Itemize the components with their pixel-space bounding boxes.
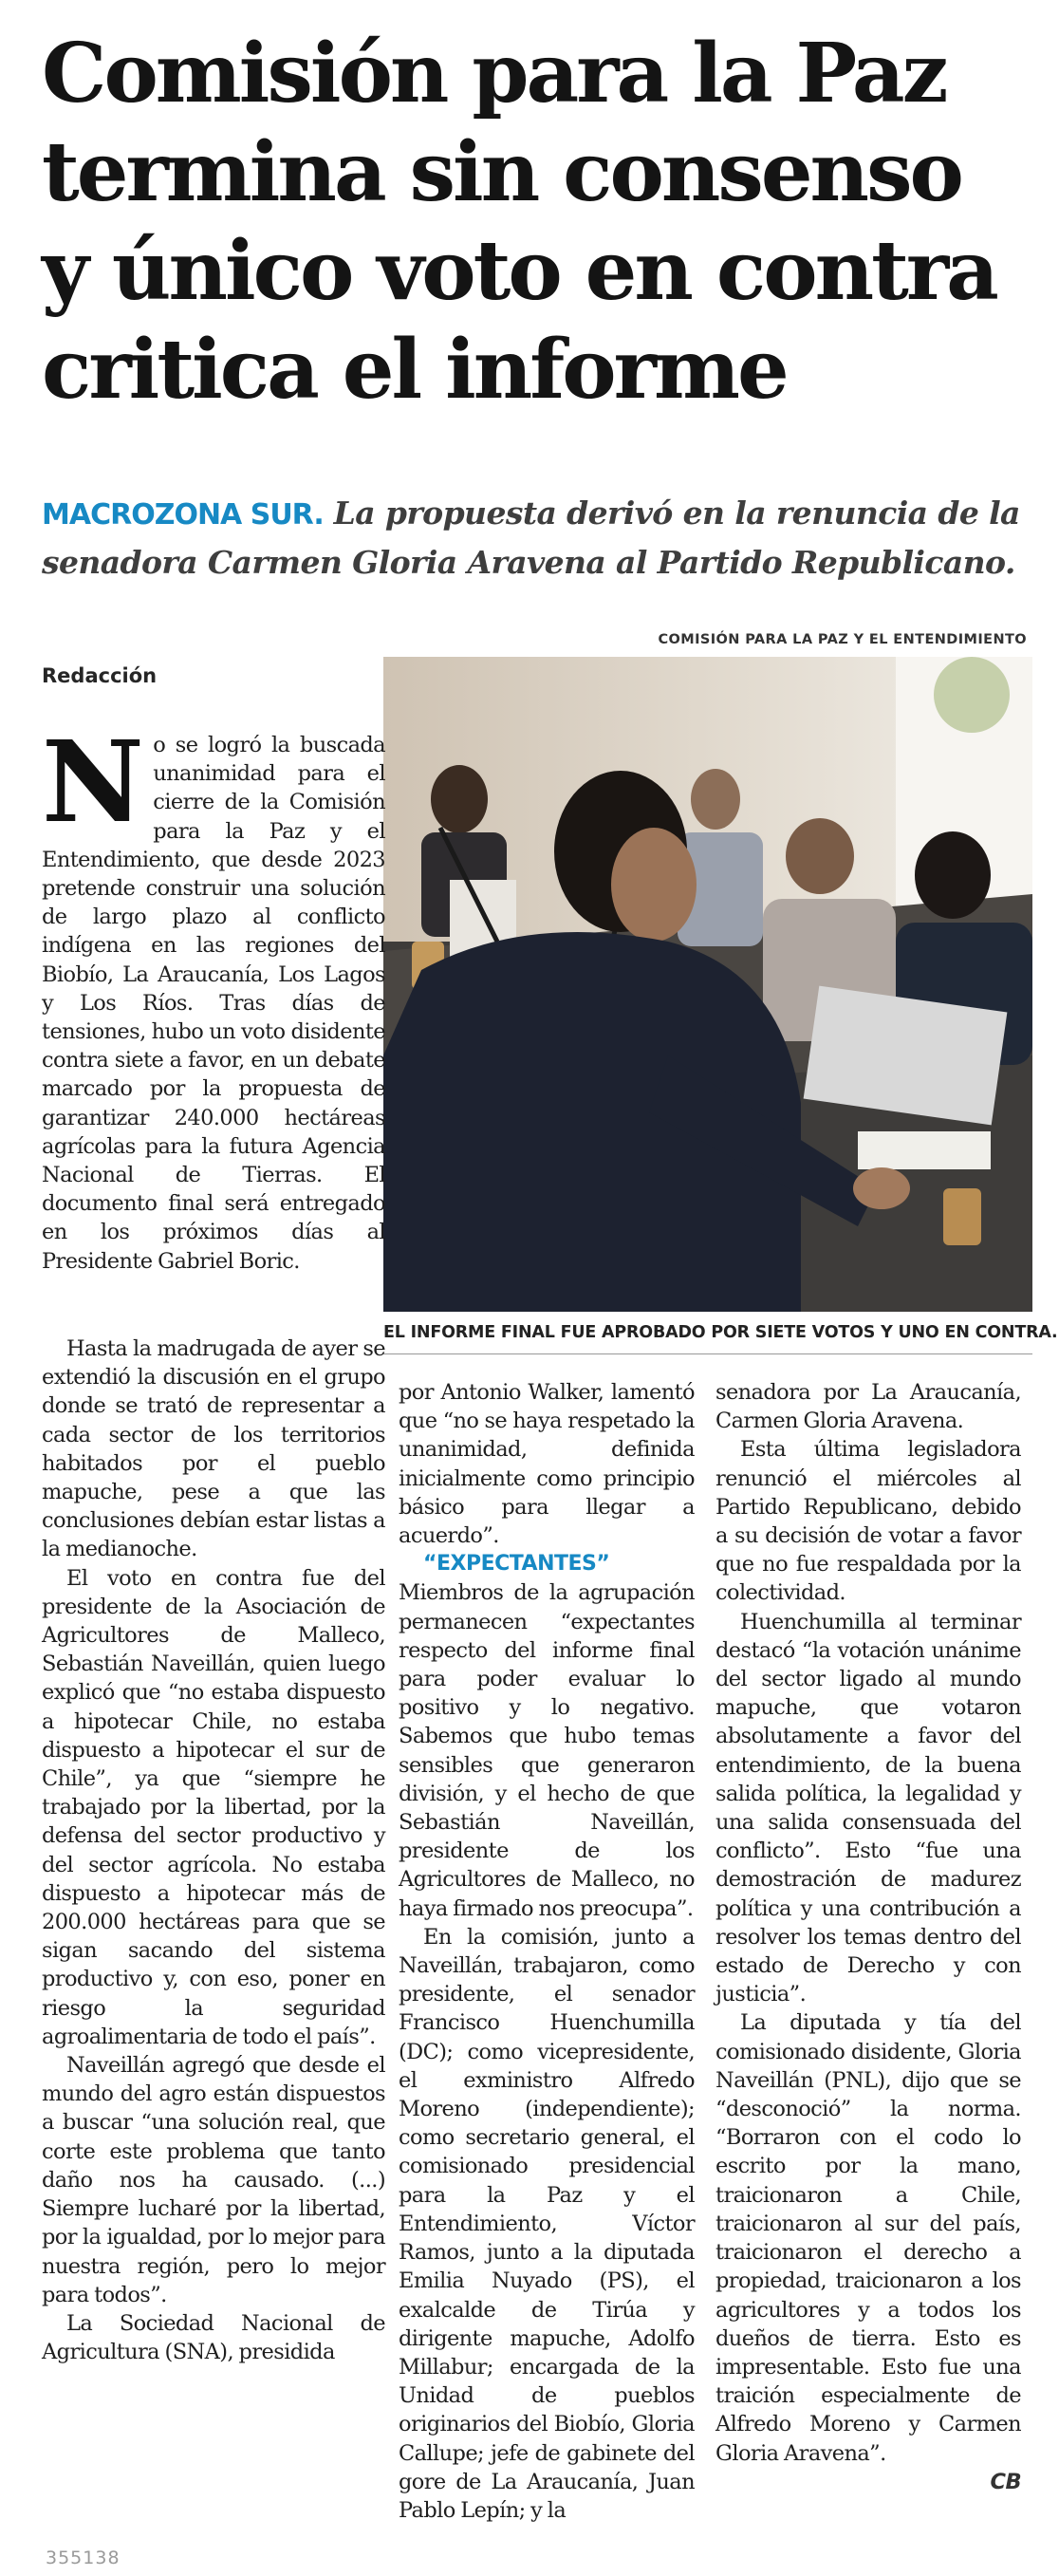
paragraph-4: Naveillán agregó que desde el mundo del agro están dispuestos a buscar “una solución real, que corte este problema que tanto daño nos ha causado. (...) Siempre lucharé por la libertad, por la igualdad, por lo mejor para nuestra región, pero lo mejor para todos”. [42, 2053, 385, 2307]
subheading: “EXPECTANTES” [423, 1552, 610, 1577]
paragraph-5: La Sociedad Nacional de Agricultura (SNA), presidida [42, 2310, 385, 2365]
deck [42, 490, 1029, 587]
paragraph-12: La diputada y tía del comisionado disidente, Gloria Naveillán (PNL), dijo que se “desconoció” la norma. “Borraron con el codo lo escrito por la mano, traicionaron a Chile, traicionaron al sur del país, traicionaron el derecho a propiedad, traicionaron a los agricultores y a todos los dueños de tierra. Esto es impresentable. Esto fue una traición especialmente de Alfredo Moreno y Carmen Gloria Aravena”. [715, 2010, 1021, 2466]
headline-line-2: termina sin consenso [42, 124, 961, 220]
article-lead-column [42, 716, 385, 1276]
meeting-photo [383, 657, 1032, 1312]
author-signoff: CB [990, 2469, 1021, 2494]
headline-line-4: critica el informe [42, 322, 787, 418]
section-kicker: MACROZONA SUR. [42, 498, 324, 532]
caption-divider [383, 1353, 1032, 1354]
deck-text-1: La propuesta derivó en la renuncia de la [333, 495, 1020, 532]
page-id: 355138 [46, 2548, 121, 2568]
paragraph-2: Hasta la madrugada de ayer se extendió la discusión en el grupo donde se trató de representar a cada sector de los territorios habitados por el pueblo mapuche, pese a que las conclusiones debían estar listas a la medianoche. [42, 1336, 385, 1562]
paragraph-9: senadora por La Araucanía, Carmen Gloria Aravena. [715, 1380, 1021, 1434]
paragraph-3: El voto en contra fue del presidente de la Asociación de Agricultores de Malleco, Sebastián Naveillán, quien luego explicó que “no estaba dispuesto a hipotecar Chile, no estaba dispuesto a hipotecar el sur de Chile”, ya que “siempre he trabajado por la libertad, por la defensa del sector productivo y del sector agrícola. No estaba dispuesto a hipotecar más de 200.000 hectáreas para que se sigan sacando del sistema productivo y, con eso, poner en riesgo la seguridad agroalimentaria de todo el país”. [42, 1565, 385, 2049]
paragraph-8: En la comisión, junto a Naveillán, trabajaron, como presidente, el senador Francisco Huenchumilla (DC); como vicepresidente, el exministro Alfredo Moreno (independiente); como secretario general, el comisionado presidencial para la Paz y el Entendimiento, Víctor Ramos, junto a la diputada Emilia Nuyado (PS), el exalcalde de Tirúa y dirigente mapuche, Adolfo Millabur; encargada de la Unidad de pueblos originarios del Biobío, Gloria Callupe; jefe de gabinete del gore de La Araucanía, Juan Pablo Lepín; y la [399, 1924, 695, 2523]
lead-paragraph [42, 716, 385, 1276]
deck-line-2: senadora Carmen Gloria Aravena al Partido Republicano. [42, 544, 1015, 581]
meeting-photo-illustration [383, 657, 1032, 1312]
photo-caption: EL INFORME FINAL FUE APROBADO POR SIETE VOTOS Y UNO EN CONTRA. [383, 1323, 1058, 1342]
headline [42, 25, 1029, 420]
lead-paragraph-text: o se logró la buscada unanimidad para el cierre de la Comisión para la Paz y el Entendimiento, que desde 2023 pretende construir una solución de largo plazo al conflicto indígena en las regiones del Biobío, La Araucanía, Los Lagos y Los Ríos. Tras días de tensiones, hubo un voto disidente contra siete a favor, en un debate marcado por la propuesta de garantizar 240.000 hectáreas agrícolas para la futura Agencia Nacional de Tierras. El documento final será entregado en los próximos días al Presidente Gabriel Boric. [42, 733, 385, 1274]
paragraph-6: por Antonio Walker, lamentó que “no se haya respetado la unanimidad, definida inicialmente como principio básico para llegar a acuerdo”. [399, 1380, 695, 1549]
paragraph-7: Miembros de la agrupación permanecen “expectantes respecto del informe final para poder evaluar lo positivo y lo negativo. Sabemos que hubo temas sensibles que generaron división, y el hecho de que Sebastián Naveillán, presidente de los Agricultores de Malleco, no haya firmado nos preocupa”. [399, 1580, 695, 1921]
deck-line-1 [42, 490, 1029, 539]
headline-line-3: y único voto en contra [42, 223, 996, 319]
paragraph-10: Esta última legisladora renunció el miércoles al Partido Republicano, debido a su decisión de votar a favor que no fue respaldada por la colectividad. [715, 1437, 1021, 1606]
dropcap: N [42, 716, 144, 848]
article-column-3 [715, 1378, 1021, 2496]
headline-line-1: Comisión para la Paz [42, 26, 946, 121]
article-column-2 [399, 1378, 695, 2525]
photo-credit: COMISIÓN PARA LA PAZ Y EL ENTENDIMIENTO [658, 632, 1027, 647]
byline: Redacción [42, 664, 158, 687]
paragraph-11: Huenchumilla al terminar destacó “la votación unánime del sector ligado al mundo mapuche, que votaron absolutamente a favor del entendimiento, de la buena salida política, la legalidad y una salida consensuada del conflicto”. Esto “fue una demostración de madurez política y una contribución a resolver los temas dentro del estado de Derecho y con justicia”. [715, 1609, 1021, 2007]
article-column-1 [42, 1335, 385, 2366]
